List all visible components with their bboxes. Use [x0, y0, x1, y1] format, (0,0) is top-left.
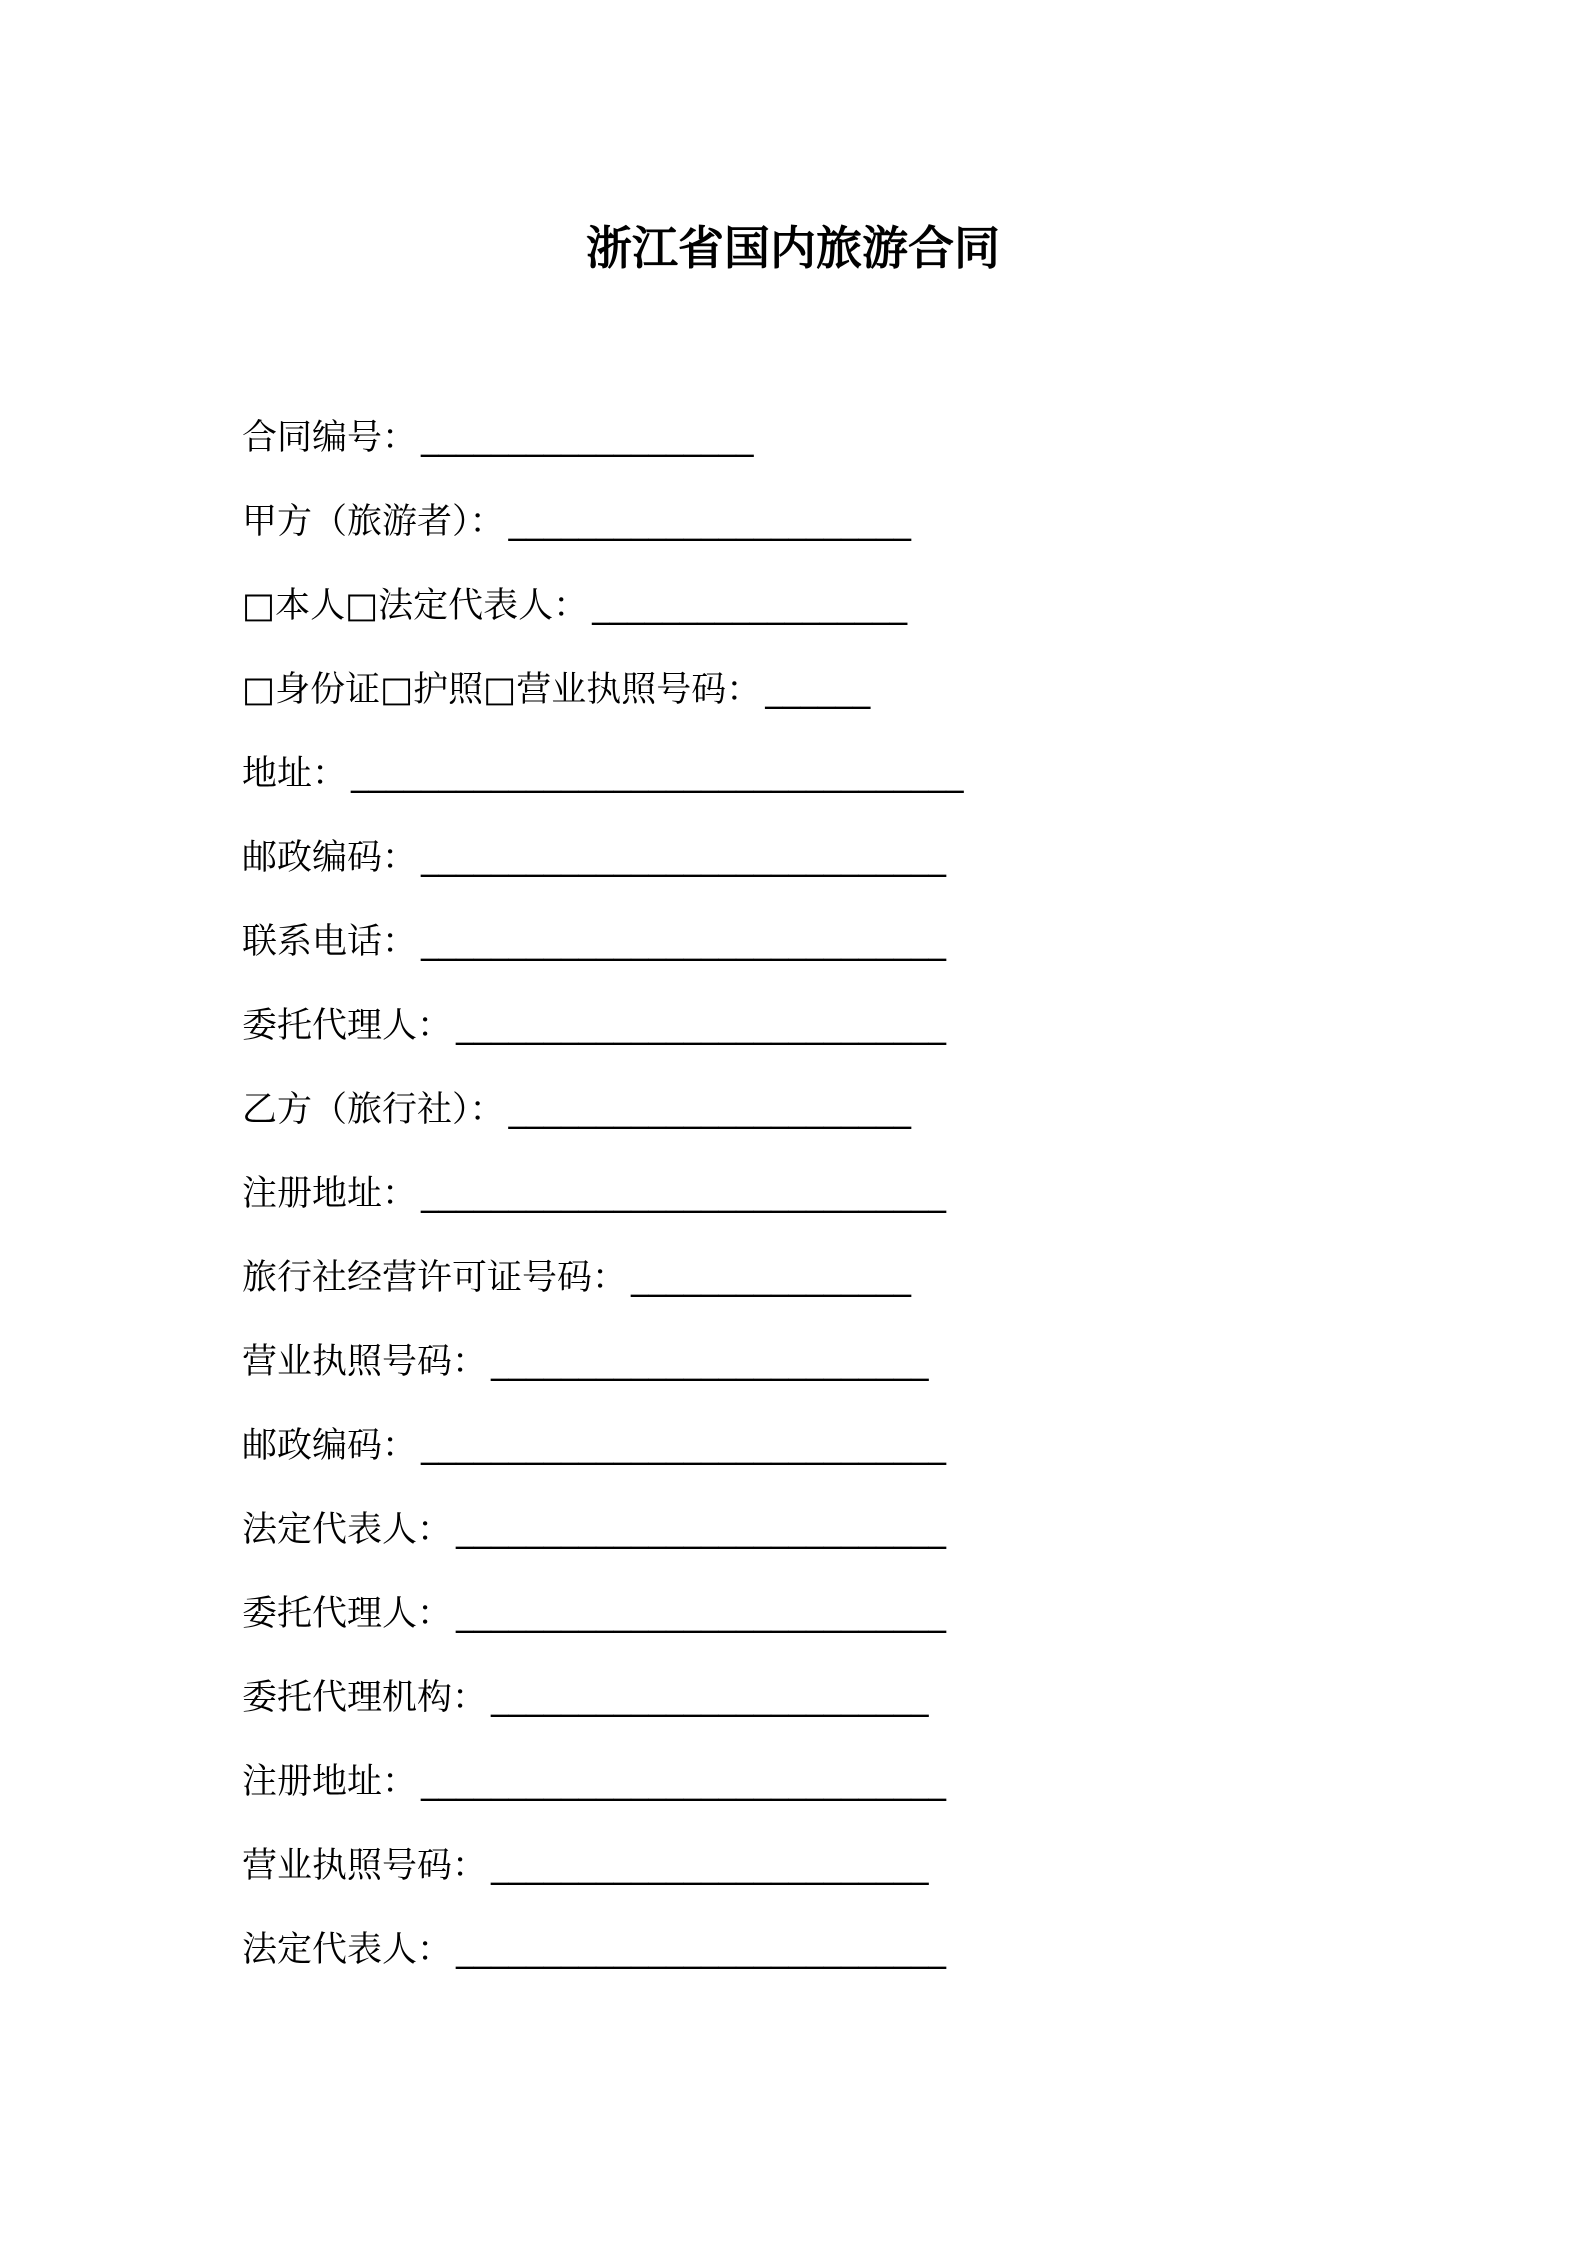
field-self-or-legal-representative — [242, 563, 1442, 647]
field-legal-representative — [242, 1487, 1442, 1571]
field-blank-line: ___________________________________ — [351, 754, 964, 794]
field-blank-line: ______________________________ — [421, 922, 947, 962]
field-blank-line: ______ — [765, 670, 871, 710]
field-authorized-agency — [242, 1655, 1442, 1739]
field-label: 甲方（旅游者）： — [242, 502, 505, 542]
field-blank-line: ______________________________ — [421, 1174, 947, 1214]
field-blank-line: ______________________________ — [421, 838, 947, 878]
contract-fields — [242, 395, 1442, 1991]
field-blank-line: ____________________________ — [456, 1930, 947, 1970]
field-business-license-number — [242, 1319, 1442, 1403]
field-id-document-number — [242, 647, 1442, 731]
field-label: 注册地址： — [242, 1762, 418, 1802]
field-label: 邮政编码： — [242, 1426, 418, 1466]
field-party-a-tourist — [242, 479, 1442, 563]
field-business-license-number — [242, 1823, 1442, 1907]
field-authorized-agent — [242, 1571, 1442, 1655]
field-blank-line: _________________________ — [491, 1342, 929, 1382]
field-phone — [242, 899, 1442, 983]
field-label: 委托代理人： — [242, 1006, 453, 1046]
field-blank-line: ______________________________ — [421, 1762, 947, 1802]
field-blank-line: ____________________________ — [456, 1006, 947, 1046]
field-contract-number — [242, 395, 1442, 479]
field-legal-representative — [242, 1907, 1442, 1991]
field-address — [242, 731, 1442, 815]
field-registered-address — [242, 1739, 1442, 1823]
field-blank-line: _______________________ — [508, 502, 912, 542]
field-label: 合同编号： — [242, 418, 418, 458]
field-party-b-agency — [242, 1067, 1442, 1151]
field-label: □本人□法定代表人： — [242, 586, 589, 626]
field-label: 地址： — [242, 754, 348, 794]
field-blank-line: __________________ — [592, 586, 908, 626]
field-label: 旅行社经营许可证号码： — [242, 1258, 628, 1298]
field-authorized-agent — [242, 983, 1442, 1067]
field-blank-line: ____________________________ — [456, 1594, 947, 1634]
field-label: 营业执照号码： — [242, 1342, 488, 1382]
field-blank-line: ______________________________ — [421, 1426, 947, 1466]
field-label: 法定代表人： — [242, 1510, 453, 1550]
field-blank-line: _______________________ — [508, 1090, 912, 1130]
field-postal-code — [242, 1403, 1442, 1487]
field-label: 乙方（旅行社）： — [242, 1090, 505, 1130]
field-label: 营业执照号码： — [242, 1846, 488, 1886]
field-agency-license-number — [242, 1235, 1442, 1319]
field-postal-code — [242, 815, 1442, 899]
field-registered-address — [242, 1151, 1442, 1235]
field-label: 法定代表人： — [242, 1930, 453, 1970]
field-blank-line: _________________________ — [491, 1846, 929, 1886]
field-label: 邮政编码： — [242, 838, 418, 878]
field-blank-line: ________________ — [631, 1258, 912, 1298]
field-blank-line: _________________________ — [491, 1678, 929, 1718]
field-label: □身份证□护照□营业执照号码： — [242, 670, 762, 710]
field-label: 联系电话： — [242, 922, 418, 962]
field-blank-line: ___________________ — [421, 418, 754, 458]
field-label: 委托代理机构： — [242, 1678, 488, 1718]
field-label: 注册地址： — [242, 1174, 418, 1214]
document-title: 浙江省国内旅游合同 — [586, 221, 1000, 275]
field-blank-line: ____________________________ — [456, 1510, 947, 1550]
field-label: 委托代理人： — [242, 1594, 453, 1634]
